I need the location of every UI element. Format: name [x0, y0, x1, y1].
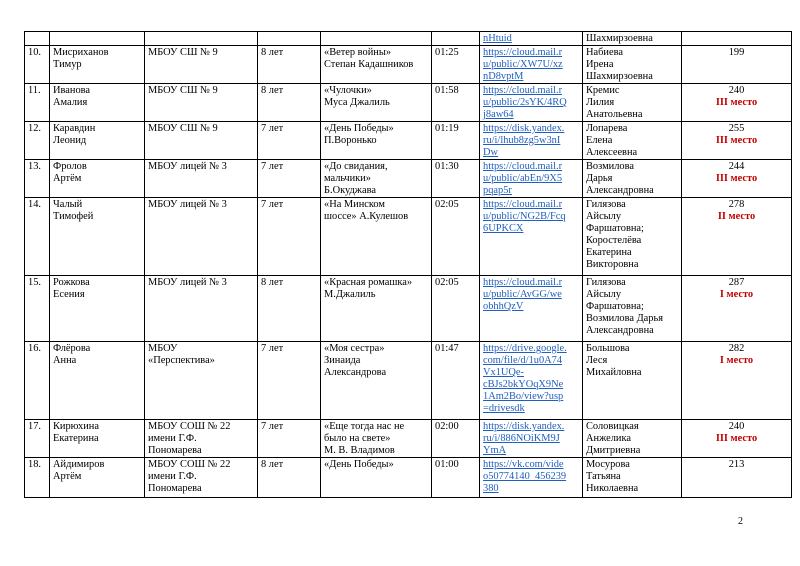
cell-work — [321, 276, 432, 342]
cell-name-text: Мисриханов Тимур — [53, 47, 109, 70]
cell-school — [145, 198, 258, 276]
cell-work — [321, 32, 432, 46]
place-badge: III место — [715, 135, 758, 146]
cell-score — [682, 122, 792, 160]
cell-num-text: 11. — [28, 85, 41, 96]
cell-num — [25, 32, 50, 46]
table-row — [25, 160, 792, 198]
cell-teacher — [583, 84, 682, 122]
cell-age — [258, 46, 321, 84]
cell-age — [258, 160, 321, 198]
place-badge: II место — [717, 211, 756, 222]
cell-link — [480, 122, 583, 160]
cell-score — [682, 276, 792, 342]
cell-teacher-text: Соловицкая Анжелика Дмитриевна — [586, 421, 641, 456]
cell-name — [50, 122, 145, 160]
cell-teacher-text: Набиева Ирена Шахмирзоевна — [586, 47, 653, 82]
cell-school — [145, 122, 258, 160]
score-value: 278 — [728, 199, 745, 210]
cell-age-text: 7 лет — [261, 343, 284, 354]
cell-work-text: «Ветер войны» Степан Кадашников — [324, 47, 414, 70]
cell-name-text: Айдимиров Артём — [53, 459, 105, 482]
cell-link — [480, 32, 583, 46]
cell-work — [321, 46, 432, 84]
cell-work — [321, 458, 432, 498]
cell-age-text: 8 лет — [261, 47, 284, 58]
cell-school — [145, 342, 258, 420]
cell-work — [321, 84, 432, 122]
video-link[interactable]: https://cloud.mail.r u/public/XW7U/xz nD8vptM — [483, 47, 563, 82]
cell-time-text: 01:00 — [435, 459, 459, 470]
table-row — [25, 122, 792, 160]
cell-time — [432, 420, 480, 458]
place-badge: III место — [715, 97, 758, 108]
cell-num — [25, 84, 50, 122]
score-value: 213 — [728, 459, 745, 470]
cell-time-text: 02:00 — [435, 421, 459, 432]
cell-num — [25, 160, 50, 198]
score-value: 240 — [728, 421, 745, 432]
cell-score — [682, 84, 792, 122]
place-badge: I место — [719, 289, 754, 300]
cell-school-text: МБОУ лицей № 3 — [148, 161, 227, 172]
cell-work — [321, 198, 432, 276]
cell-work-text: «Моя сестра» Зинаида Александрова — [324, 343, 387, 378]
cell-score — [682, 32, 792, 46]
place-badge: I место — [719, 355, 754, 366]
cell-num-text: 13. — [28, 161, 41, 172]
video-link[interactable]: https://disk.yandex. ru/i/886NOiKM9J YmA — [483, 421, 565, 456]
cell-age-text: 8 лет — [261, 277, 284, 288]
cell-school — [145, 458, 258, 498]
cell-teacher-text: Мосурова Татьяна Николаевна — [586, 459, 639, 494]
cell-score — [682, 160, 792, 198]
cell-name-text: Чалый Тимофей — [53, 199, 94, 222]
cell-num — [25, 276, 50, 342]
cell-school — [145, 84, 258, 122]
table-row — [25, 84, 792, 122]
cell-age-text: 7 лет — [261, 421, 284, 432]
cell-work-text: «День Победы» — [324, 459, 394, 470]
cell-age — [258, 276, 321, 342]
cell-num — [25, 46, 50, 84]
table-row — [25, 46, 792, 84]
cell-age — [258, 32, 321, 46]
cell-school-text: МБОУ лицей № 3 — [148, 199, 227, 210]
cell-teacher — [583, 46, 682, 84]
cell-name-text: Флёрова Анна — [53, 343, 91, 366]
cell-score — [682, 420, 792, 458]
cell-age — [258, 84, 321, 122]
score-value: 199 — [728, 47, 745, 58]
cell-name — [50, 420, 145, 458]
cell-num-text: 12. — [28, 123, 41, 134]
video-link[interactable]: https://cloud.mail.r u/public/NG2B/Fcq 6UPKCX — [483, 199, 566, 234]
cell-num — [25, 458, 50, 498]
score-value: 287 — [728, 277, 745, 288]
video-link[interactable]: https://vk.com/vide o50774140_456239 380 — [483, 459, 567, 494]
cell-score — [682, 46, 792, 84]
cell-name — [50, 84, 145, 122]
cell-work-text: «На Минском шоссе» А.Кулешов — [324, 199, 409, 222]
score-value: 255 — [728, 123, 745, 134]
video-link[interactable]: https://cloud.mail.r u/public/abEn/9X5 pqap5r — [483, 161, 563, 196]
cell-num-text: 10. — [28, 47, 41, 58]
table-row — [25, 458, 792, 498]
cell-time — [432, 32, 480, 46]
place-badge: III место — [715, 173, 758, 184]
cell-score — [682, 342, 792, 420]
cell-teacher — [583, 122, 682, 160]
results-table — [24, 31, 792, 498]
cell-name-text: Кирюхина Екатерина — [53, 421, 99, 444]
cell-teacher — [583, 420, 682, 458]
cell-score — [682, 458, 792, 498]
cell-teacher-text: Большова Леся Михайловна — [586, 343, 642, 378]
cell-time-text: 02:05 — [435, 277, 459, 288]
cell-work-text: «Красная ромашка» М.Джалиль — [324, 277, 413, 300]
cell-num-text: 17. — [28, 421, 41, 432]
cell-teacher — [583, 160, 682, 198]
cell-school-text: МБОУ СОШ № 22 имени Г.Ф. Пономарева — [148, 421, 231, 456]
cell-teacher — [583, 198, 682, 276]
cell-age — [258, 420, 321, 458]
cell-time — [432, 160, 480, 198]
cell-teacher-text: Лопарева Елена Алексеевна — [586, 123, 638, 158]
cell-work — [321, 342, 432, 420]
cell-age-text: 7 лет — [261, 161, 284, 172]
cell-link — [480, 84, 583, 122]
score-value: 244 — [728, 161, 745, 172]
cell-school-text: МБОУ СШ № 9 — [148, 85, 218, 96]
cell-name-text: Иванова Амалия — [53, 85, 91, 108]
video-link[interactable]: https://disk.yandex. ru/i/lhub8zg5w3nI Dw — [483, 123, 565, 158]
cell-school-text: МБОУ СОШ № 22 имени Г.Ф. Пономарева — [148, 459, 231, 494]
cell-name — [50, 160, 145, 198]
cell-name — [50, 342, 145, 420]
cell-time-text: 02:05 — [435, 199, 459, 210]
cell-school-text: МБОУ «Перспектива» — [148, 343, 215, 366]
cell-teacher-text: Гилязова Айсылу Фаршатовна; Коростелёва Екатерина Викторовна — [586, 199, 644, 270]
cell-name — [50, 32, 145, 46]
cell-time-text: 01:47 — [435, 343, 459, 354]
cell-work-text: «До свидания, мальчики» Б.Окуджава — [324, 161, 388, 196]
cell-teacher-text: Возмилова Дарья Александровна — [586, 161, 654, 196]
video-link[interactable]: nHtuid — [483, 33, 512, 44]
cell-age-text: 7 лет — [261, 123, 284, 134]
cell-school — [145, 420, 258, 458]
cell-work-text: «Чулочки» Муса Джалиль — [324, 85, 390, 108]
table-row — [25, 32, 792, 46]
cell-num — [25, 420, 50, 458]
cell-link — [480, 342, 583, 420]
score-value: 240 — [728, 85, 745, 96]
cell-name — [50, 276, 145, 342]
cell-time — [432, 46, 480, 84]
cell-num-text: 15. — [28, 277, 41, 288]
cell-link — [480, 198, 583, 276]
table-row — [25, 198, 792, 276]
cell-teacher — [583, 276, 682, 342]
page-number: 2 — [738, 516, 743, 527]
cell-time — [432, 122, 480, 160]
video-link[interactable]: https://cloud.mail.r u/public/AvGG/we obhhQzV — [483, 277, 563, 312]
cell-time — [432, 276, 480, 342]
cell-time-text: 01:19 — [435, 123, 459, 134]
cell-work — [321, 122, 432, 160]
cell-age — [258, 198, 321, 276]
cell-name — [50, 46, 145, 84]
cell-link — [480, 46, 583, 84]
cell-name — [50, 198, 145, 276]
cell-name-text: Фролов Артём — [53, 161, 87, 184]
cell-school — [145, 32, 258, 46]
cell-time — [432, 198, 480, 276]
cell-time-text: 01:25 — [435, 47, 459, 58]
cell-name-text: Рожкова Есения — [53, 277, 90, 300]
video-link[interactable]: https://cloud.mail.r u/public/2sYK/4RQ j8aw64 — [483, 85, 567, 120]
cell-school-text: МБОУ СШ № 9 — [148, 47, 218, 58]
place-badge: III место — [715, 433, 758, 444]
cell-name-text: Каравдин Леонид — [53, 123, 96, 146]
cell-work — [321, 420, 432, 458]
cell-teacher — [583, 342, 682, 420]
cell-time-text: 01:30 — [435, 161, 459, 172]
cell-link — [480, 420, 583, 458]
cell-age — [258, 458, 321, 498]
cell-work-text: «Еще тогда нас не было на свете» М. В. Владимов — [324, 421, 405, 456]
cell-num — [25, 122, 50, 160]
cell-name — [50, 458, 145, 498]
cell-school — [145, 276, 258, 342]
cell-time — [432, 458, 480, 498]
cell-link — [480, 276, 583, 342]
cell-age — [258, 122, 321, 160]
cell-num-text: 16. — [28, 343, 41, 354]
cell-work — [321, 160, 432, 198]
cell-work-text: «День Победы» П.Воронько — [324, 123, 394, 146]
cell-school — [145, 46, 258, 84]
table-row — [25, 420, 792, 458]
cell-age-text: 7 лет — [261, 199, 284, 210]
cell-num-text: 18. — [28, 459, 41, 470]
cell-school-text: МБОУ лицей № 3 — [148, 277, 227, 288]
cell-teacher-text: Кремис Лилия Анатольевна — [586, 85, 643, 120]
cell-teacher-text: Гилязова Айсылу Фаршатовна; Возмилова Дарья Александровна — [586, 277, 663, 336]
video-link[interactable]: https://drive.google. com/file/d/1u0A74 Vx1UQe- cBJs2bkYOqX9Ne 1Am2Bo/view?usp =drivesdk — [483, 343, 567, 414]
cell-time — [432, 342, 480, 420]
cell-teacher: Шахмирзоевна — [583, 32, 682, 46]
cell-num — [25, 342, 50, 420]
cell-age-text: 8 лет — [261, 85, 284, 96]
cell-school-text: МБОУ СШ № 9 — [148, 123, 218, 134]
cell-age-text: 8 лет — [261, 459, 284, 470]
cell-num-text: 14. — [28, 199, 41, 210]
cell-link — [480, 458, 583, 498]
cell-score — [682, 198, 792, 276]
cell-age — [258, 342, 321, 420]
cell-time — [432, 84, 480, 122]
cell-num — [25, 198, 50, 276]
cell-link — [480, 160, 583, 198]
score-value: 282 — [728, 343, 745, 354]
cell-time-text: 01:58 — [435, 85, 459, 96]
cell-school — [145, 160, 258, 198]
table-row — [25, 276, 792, 342]
cell-teacher — [583, 458, 682, 498]
table-row — [25, 342, 792, 420]
